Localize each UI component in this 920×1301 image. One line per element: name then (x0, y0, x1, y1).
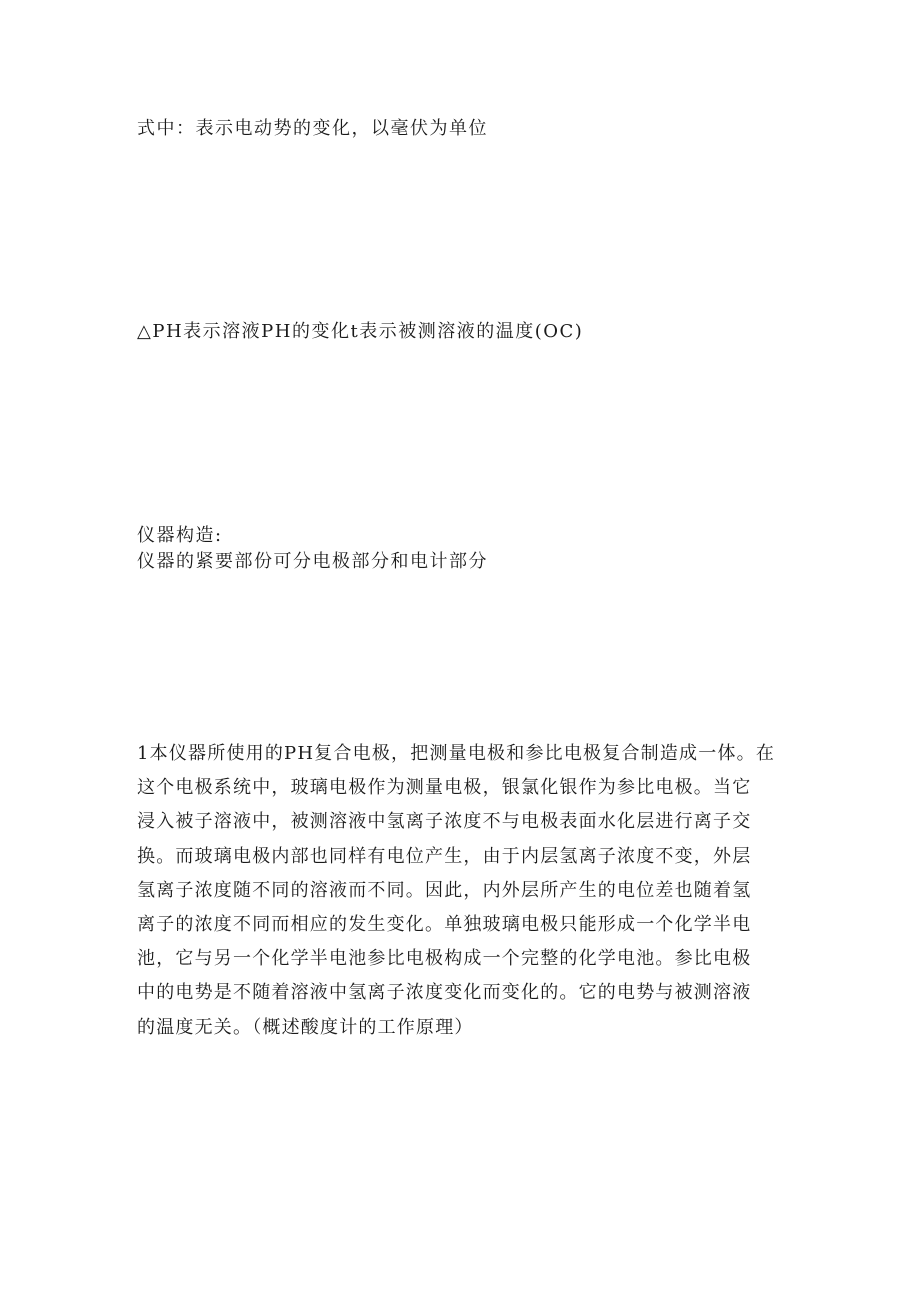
paragraph-line: 的温度无关。（概述酸度计的工作原理） (137, 1016, 474, 1038)
paragraph-line: 氢离子浓度随不同的溶液而不同。因此，内外层所产生的电位差也随着氢 (137, 879, 752, 901)
structure-description: 仪器的紧要部份可分电极部分和电计部分 (137, 551, 488, 572)
paragraph-line: 1本仪器所使用的PH复合电极，把测量电极和参比电极复合制造成一体。在 (137, 743, 776, 764)
formula-note: 式中：表示电动势的变化，以毫伏为单位 (137, 118, 488, 139)
structure-heading: 仪器构造: (137, 525, 223, 546)
paragraph-line: 这个电极系统中，玻璃电极作为测量电极，银氯化银作为参比电极。当它 (137, 777, 752, 799)
paragraph-line: 浸入被子溶液中，被测溶液中氢离子浓度不与电极表面水化层进行离子交 (137, 811, 752, 833)
paragraph-line: 中的电势是不随着溶液中氢离子浓度变化而变化的。它的电势与被测溶液 (137, 982, 752, 1004)
paragraph-line: 池，它与另一个化学半电池参比电极构成一个完整的化学电池。参比电极 (137, 948, 752, 970)
paragraph-line: 离子的浓度不同而相应的发生变化。单独玻璃电极只能形成一个化学半电 (137, 914, 752, 936)
electrode-paragraph (137, 737, 792, 1045)
ph-note: △PH表示溶液PH的变化t表示被测溶液的温度(OC) (137, 321, 584, 342)
paragraph-line: 换。而玻璃电极内部也同样有电位产生，由于内层氢离子浓度不变，外层 (137, 845, 752, 867)
